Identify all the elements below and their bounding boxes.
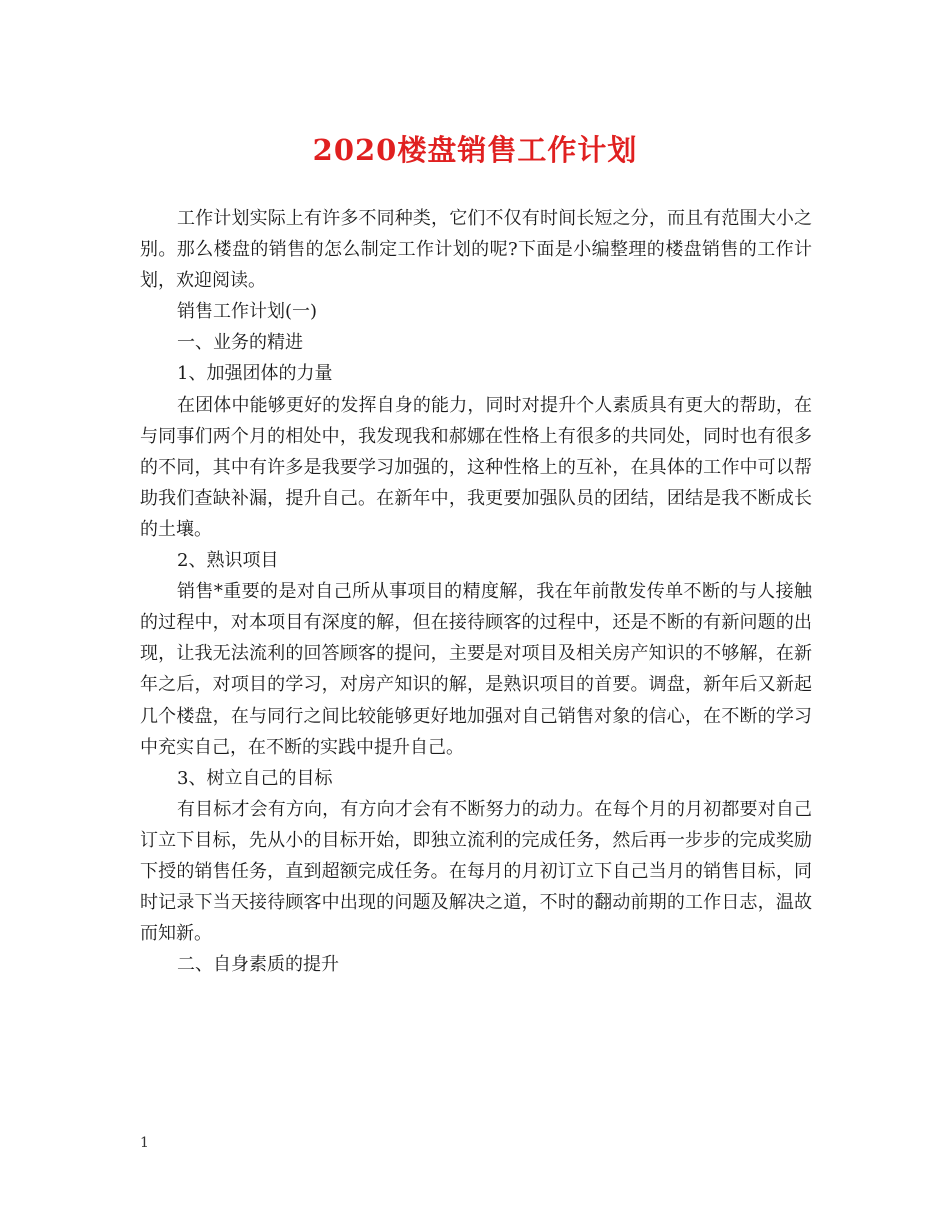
page-number: 1 <box>140 1135 149 1151</box>
document-body <box>140 203 812 980</box>
paragraph-plan-heading: 销售工作计划(一) <box>177 301 318 323</box>
paragraph-item-2-heading: 2、熟识项目 <box>177 550 279 572</box>
paragraph-intro: 工作计划实际上有许多不同种类，它们不仅有时间长短之分，而且有范围大小之别。那么楼盘的销售的怎么制定工作计划的呢?下面是小编整理的楼盘销售的工作计划，欢迎阅读。 <box>140 208 812 292</box>
document-title: 2020楼盘销售工作计划 <box>312 133 638 167</box>
paragraph-section-one-heading: 一、业务的精进 <box>177 332 303 354</box>
paragraph-section-two-heading: 二、自身素质的提升 <box>177 954 339 976</box>
paragraph-item-1-heading: 1、加强团体的力量 <box>177 363 333 385</box>
paragraph-item-2-body: 销售*重要的是对自己所从事项目的精度解，我在年前散发传单不断的与人接触的过程中，对本项目有深度的解，但在接待顾客的过程中，还是不断的有新问题的出现，让我无法流利的回答顾客的提问，主要是对项目及相关房产知识的不够解，在新年之后，对项目的学习，对房产知识的解，是熟识项目的首要。调盘，新年后又新起几个楼盘，在与同行之间比较能够更好地加强对自己销售对象的信心，在不断的学习中充实自己，在不断的实践中提升自己。 <box>140 581 812 758</box>
paragraph-item-3-body: 有目标才会有方向，有方向才会有不断努力的动力。在每个月的月初都要对自己订立下目标，先从小的目标开始，即独立流利的完成任务，然后再一步步的完成奖励下授的销售任务，直到超额完成任务。在每月的月初订立下自己当月的销售目标，同时记录下当天接待顾客中出现的问题及解决之道，不时的翻动前期的工作日志，温故而知新。 <box>140 798 812 945</box>
paragraph-item-3-heading: 3、树立自己的目标 <box>177 767 333 789</box>
paragraph-item-1-body: 在团体中能够更好的发挥自身的能力，同时对提升个人素质具有更大的帮助，在与同事们两个月的相处中，我发现我和郝娜在性格上有很多的共同处，同时也有很多的不同，其中有许多是我要学习加强的，这种性格上的互补，在具体的工作中可以帮助我们查缺补漏，提升自己。在新年中，我更要加强队员的团结，团结是我不断成长的土壤。 <box>140 394 812 540</box>
